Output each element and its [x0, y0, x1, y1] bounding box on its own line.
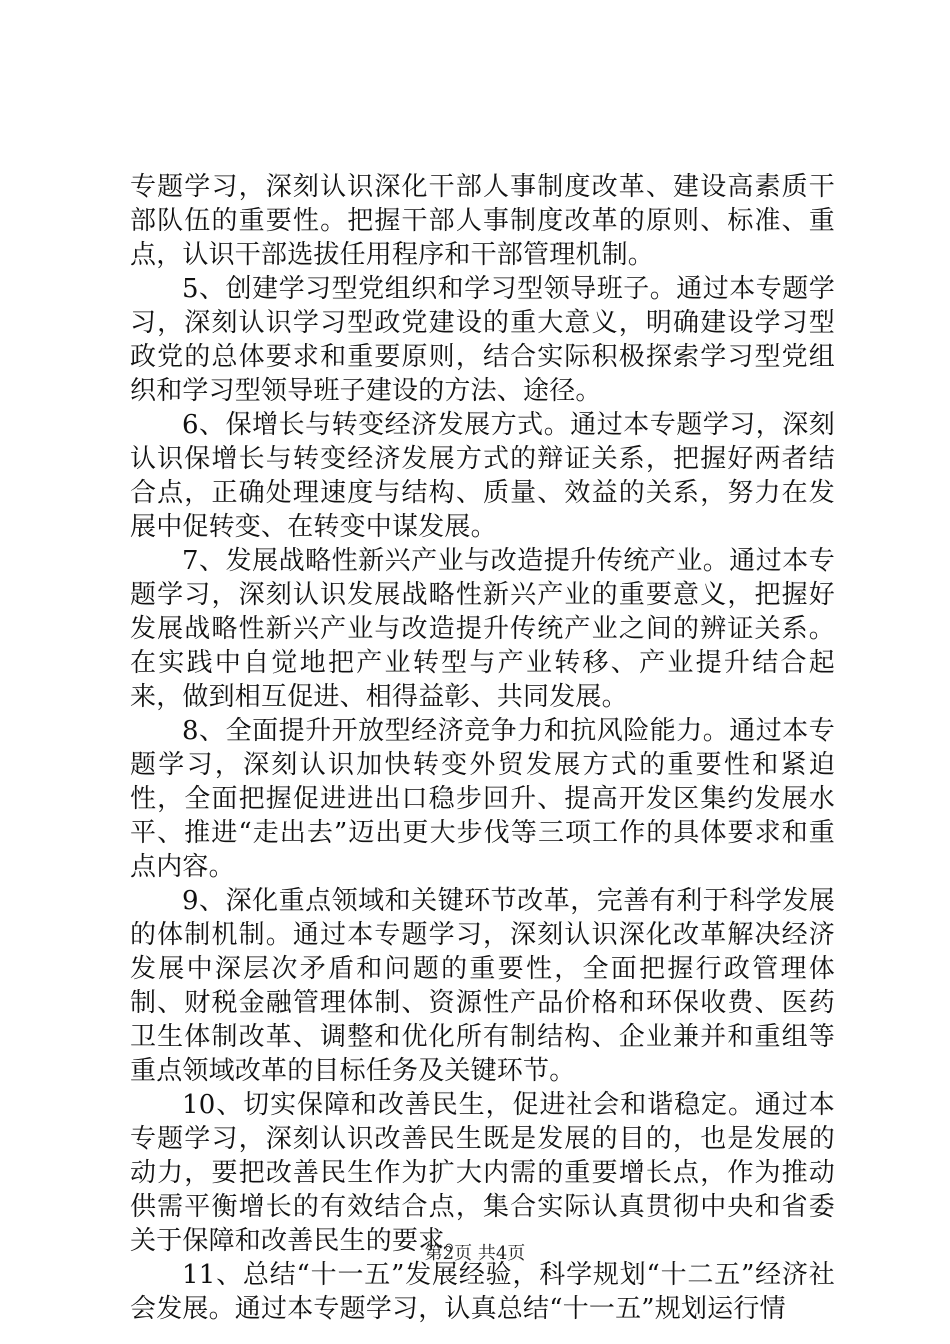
paragraph-item-11: 11、总结“十一五”发展经验，科学规划“十二五”经济社会发展。通过本专题学习，认真总结“十一五”规划运行情 [130, 1260, 835, 1324]
document-body [130, 170, 835, 1326]
paragraph-item-6: 6、保增长与转变经济发展方式。通过本专题学习，深刻认识保增长与转变经济发展方式的辩证关系，把握好两者结合点，正确处理速度与结构、质量、效益的关系，努力在发展中促转变、在转变中谋发展。 [130, 410, 835, 542]
page-number-footer: 第2页 共4页 [424, 1243, 526, 1264]
paragraph-item-7: 7、发展战略性新兴产业与改造提升传统产业。通过本专题学习，深刻认识发展战略性新兴产业的重要意义，把握好发展战略性新兴产业与改造提升传统产业之间的辨证关系。在实践中自觉地把产业转型与产业转移、产业提升结合起来，做到相互促进、相得益彰、共同发展。 [130, 546, 835, 712]
paragraph-item-10: 10、切实保障和改善民生，促进社会和谐稳定。通过本专题学习，深刻认识改善民生既是发展的目的，也是发展的动力，要把改善民生作为扩大内需的重要增长点，作为推动供需平衡增长的有效结合点，集合实际认真贯彻中央和省委关于保障和改善民生的要求。 [130, 1090, 835, 1256]
paragraph-item-5: 5、创建学习型党组织和学习型领导班子。通过本专题学习，深刻认识学习型政党建设的重大意义，明确建设学习型政党的总体要求和重要原则，结合实际积极探索学习型党组织和学习型领导班子建设的方法、途径。 [130, 274, 835, 406]
paragraph-item-9: 9、深化重点领域和关键环节改革，完善有利于科学发展的体制机制。通过本专题学习，深刻认识深化改革解决经济发展中深层次矛盾和问题的重要性，全面把握行政管理体制、财税金融管理体制、资源性产品价格和环保收费、医药卫生体制改革、调整和优化所有制结构、企业兼并和重组等重点领域改革的目标任务及关键环节。 [130, 886, 835, 1086]
paragraph-item-8: 8、全面提升开放型经济竞争力和抗风险能力。通过本专题学习，深刻认识加快转变外贸发展方式的重要性和紧迫性，全面把握促进进出口稳步回升、提高开发区集约发展水平、推进“走出去”迈出更大步伐等三项工作的具体要求和重点内容。 [130, 716, 835, 882]
paragraph-continuation: 专题学习，深刻认识深化干部人事制度改革、建设高素质干部队伍的重要性。把握干部人事制度改革的原则、标准、重点，认识干部选拔任用程序和干部管理机制。 [130, 172, 835, 270]
